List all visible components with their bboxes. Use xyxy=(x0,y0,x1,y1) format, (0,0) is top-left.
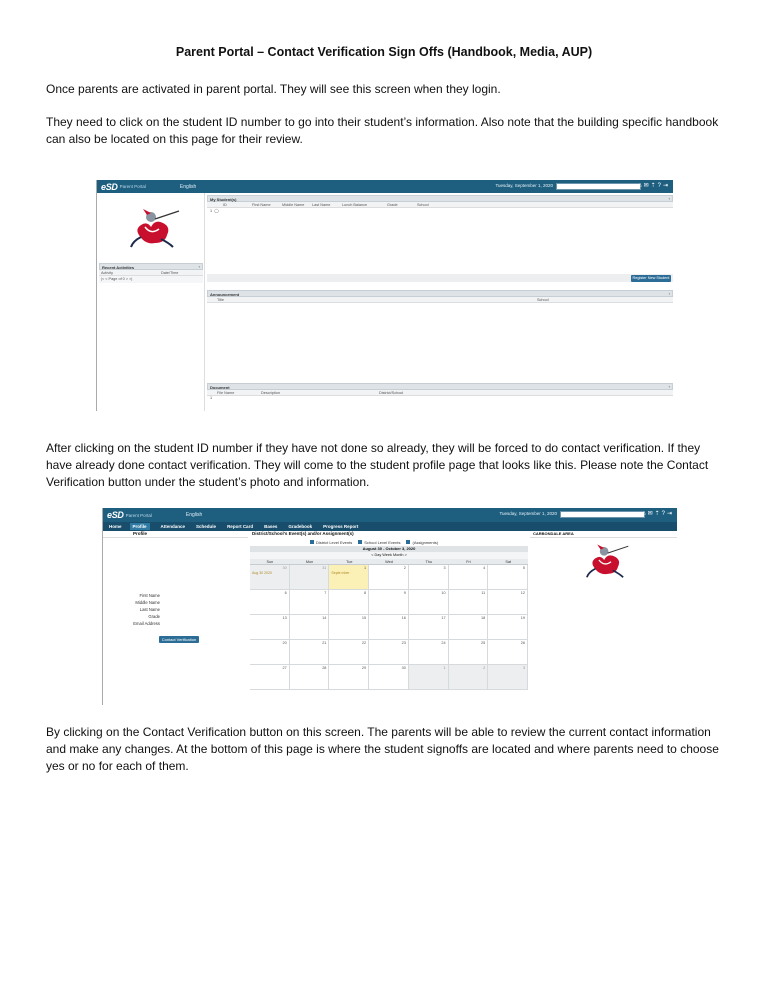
search-input[interactable] xyxy=(556,183,641,190)
logo-subtitle: Parent Portal xyxy=(125,512,152,518)
calendar-day-cell[interactable] xyxy=(369,565,409,590)
calendar-day-cell[interactable] xyxy=(369,665,409,690)
nav-home[interactable]: Home xyxy=(109,524,122,529)
logout-icon[interactable]: ⇥ xyxy=(662,183,670,189)
calendar-day-number: 13 xyxy=(282,616,287,620)
register-new-student-button[interactable]: Register New Student xyxy=(632,276,670,280)
filter-school-events[interactable]: School Level Events xyxy=(358,540,400,545)
calendar-day-cell[interactable] xyxy=(488,665,528,690)
logout-icon[interactable]: ⇥ xyxy=(666,511,674,517)
calendar-day-cell[interactable] xyxy=(488,640,528,665)
mascot-logo-icon xyxy=(121,205,183,249)
calendar-day-number: 23 xyxy=(401,641,406,645)
calendar-day-cell[interactable] xyxy=(409,615,449,640)
nav-progress-report[interactable]: Progress Report xyxy=(323,524,359,529)
calendar-day-number: 7 xyxy=(324,591,327,595)
calendar-event[interactable]: Septe mber xyxy=(331,571,350,575)
checkbox-icon[interactable] xyxy=(310,540,314,544)
recent-activities-header: Recent Activities ‹ xyxy=(99,263,203,270)
calendar-day-cell[interactable] xyxy=(329,665,369,690)
esd-logo: eSD xyxy=(101,181,118,192)
calendar-day-number: 4 xyxy=(483,566,486,570)
calendar-day-number: 20 xyxy=(282,641,287,645)
calendar-day-number: 26 xyxy=(520,641,525,645)
portal-home-screenshot xyxy=(96,180,673,411)
paragraph-contact-verification: After clicking on the student ID number if they have not done so already, they will be forced to do contact verification. If they have already done contact verification. They will come to the student profile page that looks like this. Please note the Contact Verification button under the student’s photo and information. xyxy=(46,441,709,489)
calendar-day-cell[interactable] xyxy=(449,615,489,640)
filter-assignments[interactable]: (Assignments) xyxy=(406,540,438,545)
profile-header: Profile xyxy=(103,531,248,538)
calendar-day-number: 11 xyxy=(481,591,486,595)
calendar-date-range: August 30 - October 3, 2020 xyxy=(250,546,528,552)
calendar-event[interactable]: Aug 30 2020 xyxy=(252,571,272,575)
calendar-day-cell[interactable] xyxy=(409,590,449,615)
field-label-middle-name: Middle Name xyxy=(135,600,160,605)
document-title: Parent Portal – Contact Verification Sign Offs (Handbook, Media, AUP) xyxy=(175,45,593,59)
calendar-day-number: 10 xyxy=(441,591,446,595)
help-icon[interactable]: ? xyxy=(661,511,667,517)
calendar-day-cell[interactable] xyxy=(329,640,369,665)
upload-icon[interactable]: ⇡ xyxy=(650,183,658,189)
recent-activities-columns: Activity Date/Time xyxy=(99,270,203,276)
mascot-logo-icon xyxy=(578,541,632,579)
calendar-day-cell[interactable] xyxy=(409,565,449,590)
calendar-day-cell[interactable] xyxy=(250,590,290,615)
collapse-icon[interactable]: ‹ xyxy=(668,196,670,201)
mail-icon[interactable]: ✉ xyxy=(643,183,651,189)
nav-gradebook[interactable]: Gradebook xyxy=(288,524,313,529)
mail-icon[interactable]: ✉ xyxy=(647,511,655,517)
calendar-day-cell[interactable] xyxy=(488,615,528,640)
calendar-day-cell[interactable] xyxy=(250,665,290,690)
my-students-columns: ID First Name Middle Name Last Name Lunch Balance Grade School xyxy=(207,202,673,208)
current-date: Tuesday, September 1, 2020 xyxy=(499,511,557,516)
calendar-day-cell[interactable] xyxy=(250,615,290,640)
calendar-day-cell[interactable] xyxy=(369,615,409,640)
document-header: Document ‹ xyxy=(207,383,673,390)
calendar-day-number: 30 xyxy=(282,566,287,570)
calendar-day-number: 5 xyxy=(522,566,525,570)
calendar-day-cell[interactable] xyxy=(250,640,290,665)
portal-top-bar xyxy=(103,508,677,522)
calendar-day-cell[interactable] xyxy=(409,665,449,690)
home-icon[interactable]: ⌂ xyxy=(637,183,644,189)
calendar-header: District/School's Event(s) and/or Assignment(s) xyxy=(252,531,354,536)
calendar-filters xyxy=(250,538,528,546)
logo-subtitle: Parent Portal xyxy=(119,184,146,189)
school-panel xyxy=(530,531,677,705)
calendar-day-number: 6 xyxy=(284,591,287,595)
document-columns: File Name Description District/School xyxy=(207,390,673,396)
recent-activities-panel xyxy=(99,263,203,283)
calendar-day-number: 1 xyxy=(364,566,367,570)
calendar-day-cell[interactable] xyxy=(449,590,489,615)
calendar-view-switcher[interactable]: < Day Week Month > xyxy=(250,552,528,559)
calendar-day-number: 25 xyxy=(481,641,486,645)
field-label-last-name: Last Name xyxy=(139,607,160,612)
document-row[interactable]: 1 xyxy=(210,396,213,400)
announcement-header: Announcement ‹ xyxy=(207,290,673,297)
nav-profile[interactable]: Profile xyxy=(130,523,150,530)
calendar-day-number: 3 xyxy=(443,566,446,570)
calendar-weekdays: Sun Mon Tue Wed Thu Fri Sat xyxy=(250,559,528,565)
upload-icon[interactable]: ⇡ xyxy=(654,511,662,517)
calendar-day-number: 3 xyxy=(522,666,525,670)
calendar-day-number: 18 xyxy=(481,616,486,620)
calendar-day-cell[interactable] xyxy=(329,565,369,590)
calendar-day-cell[interactable] xyxy=(449,665,489,690)
school-name: CARBONDALE AREA xyxy=(530,531,677,538)
calendar-grid xyxy=(250,565,528,690)
students-footer xyxy=(207,274,673,282)
home-icon[interactable]: ⌂ xyxy=(641,511,648,517)
toolbar-icons[interactable] xyxy=(642,510,674,517)
toolbar-icons[interactable] xyxy=(638,182,670,189)
field-label-email: Email Address xyxy=(133,621,160,626)
calendar-day-cell[interactable] xyxy=(329,590,369,615)
calendar-day-cell[interactable] xyxy=(250,565,290,590)
calendar-day-number: 24 xyxy=(441,641,446,645)
calendar-day-cell[interactable] xyxy=(449,640,489,665)
calendar-day-number: 12 xyxy=(520,591,525,595)
left-panel xyxy=(97,193,205,411)
calendar-panel xyxy=(250,531,528,705)
calendar-day-number: 1 xyxy=(443,666,446,670)
calendar-day-number: 16 xyxy=(401,616,406,620)
checkbox-icon[interactable] xyxy=(406,540,410,544)
calendar-day-cell[interactable] xyxy=(369,590,409,615)
calendar-day-number: 30 xyxy=(401,666,406,670)
calendar-day-cell[interactable] xyxy=(369,640,409,665)
contact-verification-button[interactable]: Contact Verification xyxy=(159,636,199,643)
collapse-icon[interactable]: ‹ xyxy=(668,384,670,389)
calendar-day-number: 28 xyxy=(322,666,327,670)
search-input[interactable] xyxy=(560,511,645,518)
calendar-day-cell[interactable] xyxy=(449,565,489,590)
calendar-day-number: 17 xyxy=(441,616,446,620)
paragraph-signoffs: By clicking on the Contact Verification button on this screen. The parents will be able to review the current contact information and make any changes. At the bottom of this page is where the student signoffs are located and where parents need to choose yes or no for each of them. xyxy=(46,725,719,773)
recent-activities-pager[interactable]: |< < Page of 0 > >| xyxy=(99,276,203,283)
checkbox-icon[interactable] xyxy=(358,540,362,544)
main-panel xyxy=(207,195,673,401)
calendar-day-cell[interactable] xyxy=(290,590,330,615)
calendar-day-number: 2 xyxy=(403,566,406,570)
calendar-day-cell[interactable] xyxy=(409,640,449,665)
calendar-day-cell[interactable] xyxy=(290,640,330,665)
calendar-day-number: 19 xyxy=(520,616,525,620)
calendar-day-number: 14 xyxy=(322,616,327,620)
calendar-day-number: 27 xyxy=(282,666,287,670)
calendar-day-cell[interactable] xyxy=(290,665,330,690)
my-students-header: My Student(s) ‹ xyxy=(207,195,673,202)
calendar-day-number: 8 xyxy=(364,591,367,595)
calendar-day-number: 21 xyxy=(322,641,327,645)
student-id-link[interactable]: ◯ xyxy=(214,209,219,213)
current-date: Tuesday, September 1, 2020 xyxy=(495,183,553,188)
student-profile-screenshot xyxy=(102,508,677,705)
calendar-day-number: 9 xyxy=(403,591,406,595)
nav-attendance[interactable]: Attendance xyxy=(160,524,186,529)
announcement-columns: Title School xyxy=(207,297,673,303)
student-row[interactable]: 1 ◯ xyxy=(210,209,219,213)
calendar-day-number: 29 xyxy=(361,666,367,670)
nav-schedule[interactable]: Schedule xyxy=(196,524,217,529)
main-nav xyxy=(103,522,677,531)
calendar-day-number: 2 xyxy=(483,666,486,670)
filter-district-events[interactable]: District Level Events xyxy=(310,540,352,545)
paragraph-student-id: They need to click on the student ID number to go into their student’s information. Also note that the building specific handbook can also be located on this page for their review. xyxy=(46,115,719,146)
calendar-day-cell[interactable] xyxy=(488,590,528,615)
collapse-icon[interactable]: ‹ xyxy=(198,264,200,269)
calendar-day-number: 22 xyxy=(361,641,367,645)
nav-bases[interactable]: Bases xyxy=(264,524,278,529)
language-selector[interactable]: English xyxy=(185,512,203,518)
language-selector[interactable]: English xyxy=(179,183,197,190)
calendar-day-number: 31 xyxy=(322,566,327,570)
calendar-day-cell[interactable] xyxy=(488,565,528,590)
student-photo xyxy=(107,541,245,587)
field-label-grade: Grade xyxy=(148,614,160,619)
collapse-icon[interactable]: ‹ xyxy=(668,291,670,296)
paragraph-activation: Once parents are activated in parent portal. They will see this screen when they login. xyxy=(46,82,501,96)
esd-logo: eSD xyxy=(107,510,124,520)
calendar-day-number: 15 xyxy=(361,616,367,620)
calendar-day-cell[interactable] xyxy=(290,615,330,640)
help-icon[interactable]: ? xyxy=(657,183,663,189)
calendar-day-cell[interactable] xyxy=(329,615,369,640)
nav-report-card[interactable]: Report Card xyxy=(227,524,254,529)
field-label-first-name: First Name xyxy=(139,593,160,598)
profile-panel xyxy=(103,531,248,705)
portal-top-bar xyxy=(97,180,673,193)
calendar-day-cell[interactable] xyxy=(290,565,330,590)
